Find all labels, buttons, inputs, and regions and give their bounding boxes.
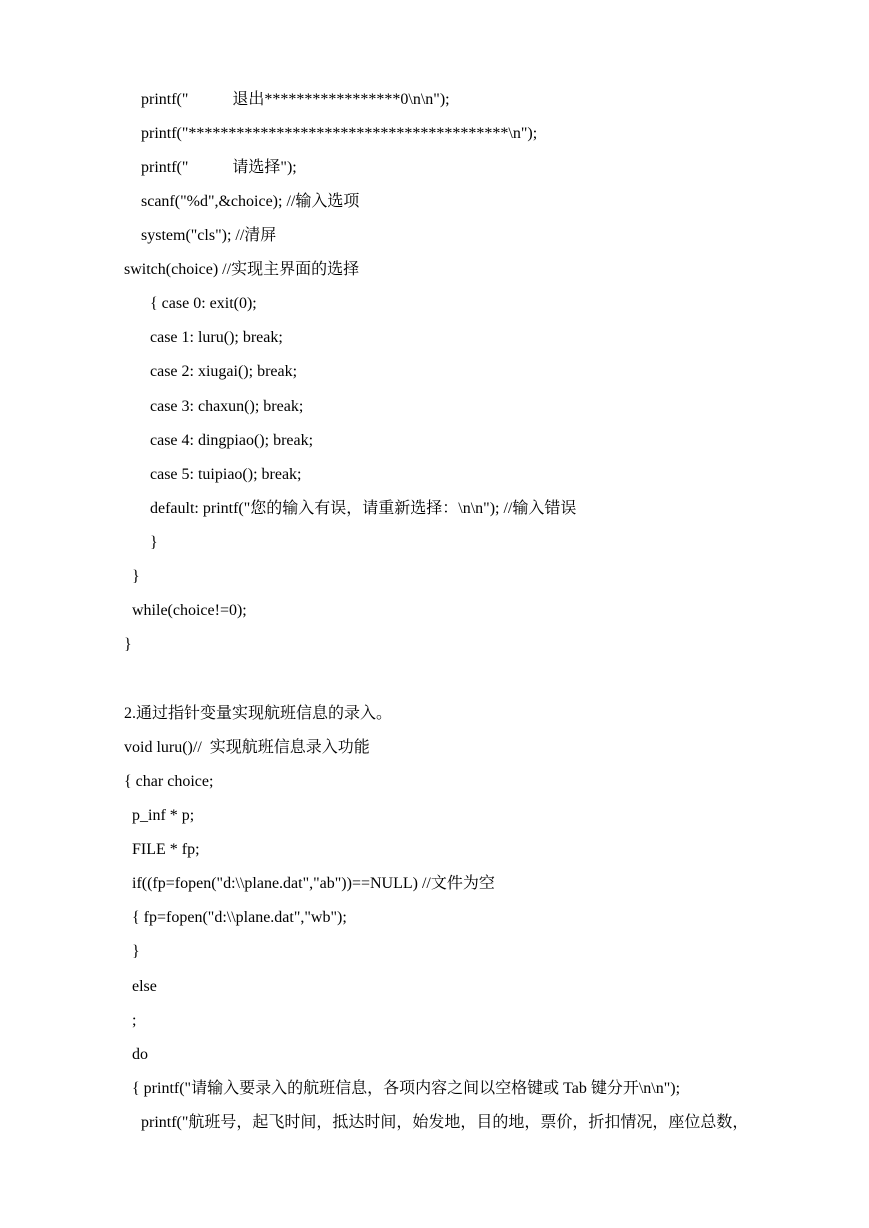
code-line: while(choice!=0);: [132, 602, 247, 619]
code-line: }: [150, 534, 158, 551]
code-line: ;: [132, 1012, 137, 1029]
code-line: { char choice;: [124, 773, 214, 790]
code-line: do: [132, 1046, 148, 1063]
code-line: FILE * fp;: [132, 841, 200, 858]
code-line: case 2: xiugai(); break;: [150, 363, 298, 380]
code-line: case 4: dingpiao(); break;: [150, 432, 314, 449]
code-line: scanf("%d",&choice); //输入选项: [141, 193, 360, 210]
code-line: if((fp=fopen("d:\\plane.dat","ab"))==NULL) //文件为空: [132, 875, 495, 892]
section-heading: 2.通过指针变量实现航班信息的录入。: [124, 705, 393, 722]
code-line: }: [124, 636, 132, 653]
code-line: { printf("请输入要录入的航班信息，各项内容之间以空格键或 Tab 键分开\n\n");: [132, 1080, 681, 1097]
code-line: printf("航班号，起飞时间，抵达时间，始发地，目的地，票价，折扣情况，座位总数，: [141, 1114, 749, 1131]
code-line: }: [132, 568, 140, 585]
code-line: printf(" 请选择");: [141, 159, 297, 176]
code-line: printf("****************************************\n");: [141, 125, 538, 142]
code-line: { case 0: exit(0);: [150, 295, 257, 312]
code-line: { fp=fopen("d:\\plane.dat","wb");: [132, 909, 347, 926]
code-line: system("cls"); //清屏: [141, 227, 277, 244]
code-line: case 1: luru(); break;: [150, 329, 283, 346]
code-line: switch(choice) //实现主界面的选择: [124, 261, 360, 278]
code-line: default: printf("您的输入有误，请重新选择：\n\n"); //输入错误: [150, 500, 577, 517]
code-line: void luru()// 实现航班信息录入功能: [124, 739, 370, 756]
code-line: case 5: tuipiao(); break;: [150, 466, 302, 483]
code-line: }: [132, 943, 140, 960]
code-line: case 3: chaxun(); break;: [150, 398, 304, 415]
code-line: printf(" 退出*****************0\n\n");: [141, 91, 450, 108]
code-line: p_inf * p;: [132, 807, 195, 824]
code-line: else: [132, 978, 157, 995]
